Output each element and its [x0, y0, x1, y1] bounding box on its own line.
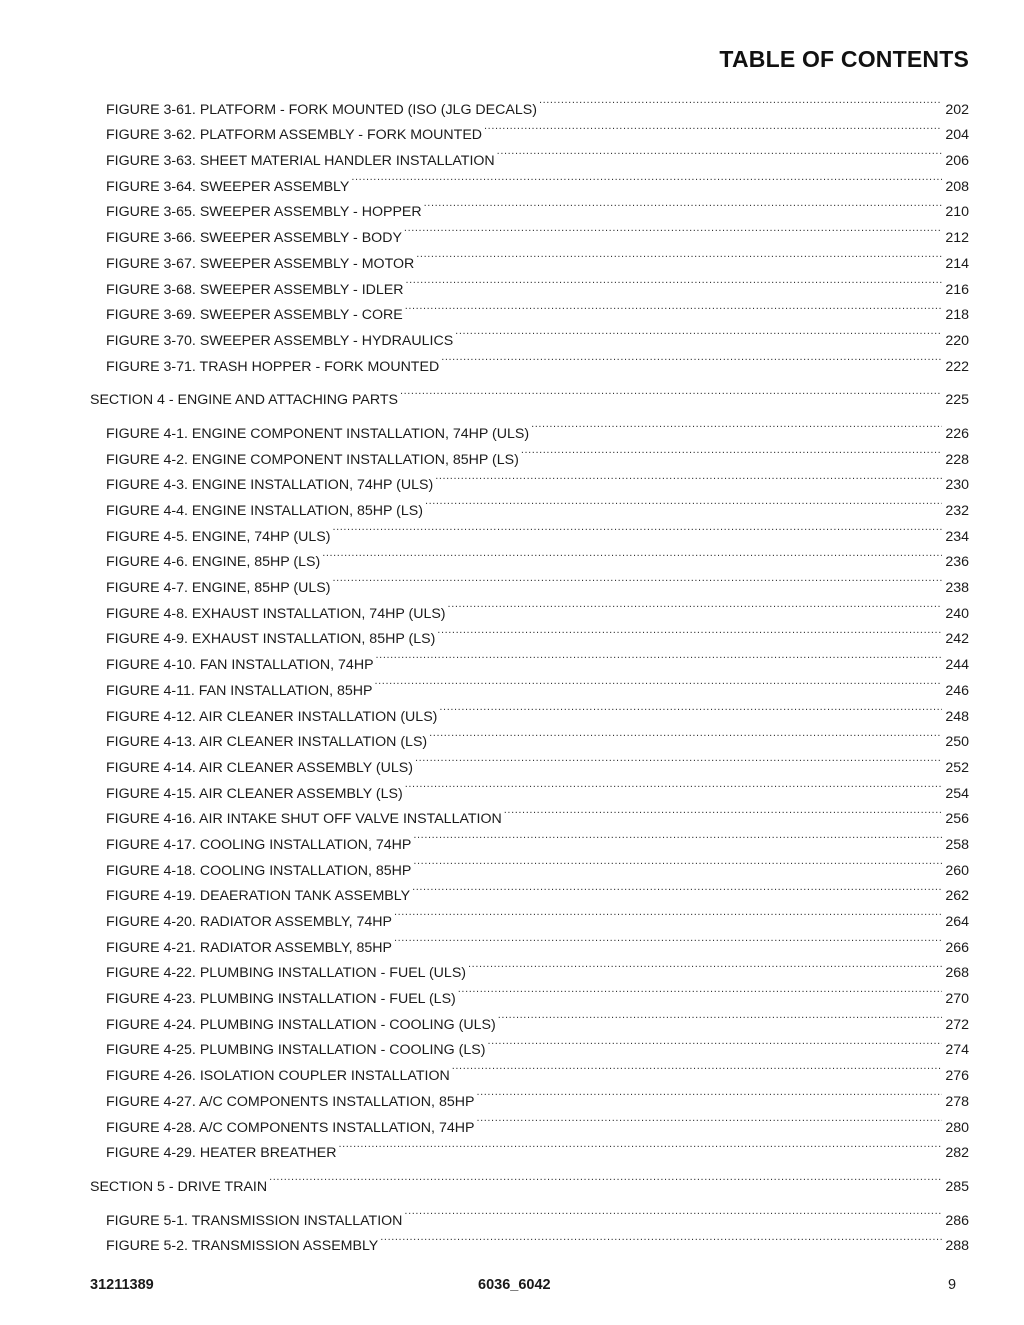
- table-of-contents: [0, 88, 1024, 1255]
- dot-leader: [351, 165, 942, 191]
- toc-entry-label: FIGURE 3-67. SWEEPER ASSEMBLY - MOTOR: [106, 255, 415, 272]
- toc-section-4[interactable]: [90, 379, 969, 409]
- toc-entry-page: 226: [945, 425, 969, 442]
- toc-entry-page: 285: [945, 1178, 969, 1195]
- dot-leader: [484, 114, 942, 140]
- toc-entry[interactable]: [106, 1003, 969, 1033]
- toc-entry[interactable]: [106, 139, 969, 170]
- toc-entry-label: FIGURE 3-71. TRASH HOPPER - FORK MOUNTED: [106, 358, 440, 375]
- toc-entry[interactable]: [106, 165, 969, 195]
- dot-leader: [468, 952, 942, 978]
- dot-leader: [404, 1199, 942, 1225]
- toc-entry-label: FIGURE 3-69. SWEEPER ASSEMBLY - CORE: [106, 307, 403, 324]
- dot-leader: [413, 823, 942, 849]
- dot-leader: [429, 721, 942, 747]
- toc-entry-page: 246: [945, 682, 969, 699]
- toc-entry-label: FIGURE 4-25. PLUMBING INSTALLATION - COOLING (LS): [106, 1042, 486, 1059]
- toc-entry-label: FIGURE 4-20. RADIATOR ASSEMBLY, 74HP: [106, 914, 392, 930]
- toc-entry[interactable]: [106, 114, 969, 144]
- toc-entry-page: 254: [945, 785, 969, 802]
- toc-entry-label: FIGURE 4-11. FAN INSTALLATION, 85HP: [106, 682, 373, 699]
- dot-leader: [425, 489, 942, 515]
- toc-entry[interactable]: [106, 489, 969, 519]
- dot-leader: [269, 1165, 942, 1191]
- dot-leader: [521, 438, 942, 464]
- toc-entry-label: SECTION 4 - ENGINE AND ATTACHING PARTS: [90, 392, 398, 409]
- toc-entry-label: FIGURE 5-1. TRANSMISSION INSTALLATION: [106, 1212, 403, 1229]
- toc-entry[interactable]: [106, 319, 969, 349]
- page-title: TABLE OF CONTENTS: [719, 46, 969, 72]
- toc-entry-label: FIGURE 4-18. COOLING INSTALLATION, 85HP: [106, 862, 412, 879]
- toc-entry-page: 216: [945, 281, 969, 298]
- toc-entry[interactable]: [106, 345, 969, 375]
- toc-entry-label: SECTION 5 - DRIVE TRAIN: [90, 1178, 268, 1195]
- toc-group-section-3-figures: [0, 88, 1024, 375]
- toc-entry-page: 208: [945, 178, 969, 195]
- toc-entry[interactable]: [106, 952, 969, 982]
- dot-leader: [374, 669, 942, 695]
- toc-entry[interactable]: [106, 464, 969, 494]
- toc-entry-page: 236: [945, 554, 969, 571]
- toc-entry[interactable]: [106, 798, 969, 828]
- toc-entry[interactable]: [106, 977, 969, 1008]
- toc-entry-page: 206: [945, 153, 969, 170]
- toc-entry-page: 210: [945, 204, 969, 221]
- toc-entry-label: FIGURE 4-7. ENGINE, 85HP (ULS): [106, 580, 331, 597]
- dot-leader: [441, 345, 942, 371]
- toc-entry-page: 230: [945, 477, 969, 494]
- toc-entry[interactable]: [106, 1080, 969, 1110]
- toc-entry-label: FIGURE 4-27. A/C COMPONENTS INSTALLATION, 85HP: [106, 1093, 475, 1110]
- toc-entry[interactable]: [106, 618, 969, 648]
- toc-entry-page: 278: [945, 1093, 969, 1110]
- toc-entry-page: 218: [945, 307, 969, 324]
- toc-entry-label: FIGURE 4-12. AIR CLEANER INSTALLATION (ULS): [106, 708, 438, 725]
- footer-page-number: 9: [948, 1277, 957, 1293]
- dot-leader: [376, 643, 943, 669]
- toc-group-section-4-figures: [0, 412, 1024, 1162]
- toc-entry-page: 280: [945, 1119, 969, 1136]
- toc-entry-page: 244: [945, 657, 969, 674]
- toc-entry-label: FIGURE 4-17. COOLING INSTALLATION, 74HP: [106, 836, 412, 853]
- toc-entry-label: FIGURE 4-4. ENGINE INSTALLATION, 85HP (LS): [106, 503, 423, 519]
- dot-leader: [539, 88, 942, 114]
- dot-leader: [458, 977, 943, 1003]
- toc-entry[interactable]: [106, 191, 969, 221]
- dot-leader: [424, 191, 943, 217]
- dot-leader: [416, 242, 942, 268]
- toc-group-section-5-figures: [0, 1199, 1024, 1255]
- dot-leader: [435, 464, 942, 490]
- toc-entry-label: FIGURE 4-26. ISOLATION COUPLER INSTALLATION: [106, 1068, 450, 1085]
- dot-leader: [405, 294, 943, 320]
- dot-leader: [332, 566, 942, 592]
- dot-leader: [322, 541, 942, 567]
- dot-leader: [404, 216, 942, 242]
- toc-entry[interactable]: [106, 1132, 969, 1162]
- toc-entry[interactable]: [106, 746, 969, 776]
- dot-leader: [455, 319, 942, 345]
- toc-entry[interactable]: [106, 1106, 969, 1136]
- toc-entry-page: 262: [945, 888, 969, 905]
- toc-entry-page: 264: [945, 914, 969, 930]
- toc-entry-page: 258: [945, 836, 969, 853]
- toc-entry-label: FIGURE 4-2. ENGINE COMPONENT INSTALLATION, 85HP (LS): [106, 451, 519, 468]
- dot-leader: [439, 695, 942, 721]
- toc-entry-label: FIGURE 4-16. AIR INTAKE SHUT OFF VALVE INSTALLATION: [106, 811, 502, 828]
- toc-entry-label: FIGURE 3-68. SWEEPER ASSEMBLY - IDLER: [106, 281, 404, 298]
- toc-entry-page: 266: [945, 939, 969, 956]
- toc-entry[interactable]: [106, 875, 969, 905]
- toc-entry-page: 256: [945, 811, 969, 828]
- dot-leader: [476, 1106, 942, 1132]
- toc-entry-page: 225: [945, 392, 969, 409]
- toc-entry-label: FIGURE 4-5. ENGINE, 74HP (ULS): [106, 528, 331, 545]
- toc-entry-page: 228: [945, 451, 969, 468]
- dot-leader: [412, 875, 942, 901]
- toc-entry-label: FIGURE 4-23. PLUMBING INSTALLATION - FUEL (LS): [106, 991, 456, 1008]
- toc-entry-label: FIGURE 3-63. SHEET MATERIAL HANDLER INSTALLATION: [106, 153, 495, 170]
- dot-leader: [437, 618, 942, 644]
- toc-entry[interactable]: [106, 294, 969, 324]
- toc-entry-page: 242: [945, 631, 969, 648]
- toc-entry[interactable]: [106, 823, 969, 853]
- toc-entry-label: FIGURE 4-9. EXHAUST INSTALLATION, 85HP (LS): [106, 631, 436, 648]
- toc-entry[interactable]: [106, 242, 969, 272]
- toc-entry[interactable]: [106, 1199, 969, 1229]
- dot-leader: [413, 849, 942, 875]
- toc-entry-page: 268: [945, 965, 969, 982]
- dot-leader: [338, 1132, 942, 1158]
- dot-leader: [476, 1080, 942, 1106]
- toc-entry[interactable]: [106, 268, 969, 298]
- toc-entry-page: 238: [945, 580, 969, 597]
- toc-entry[interactable]: [106, 926, 969, 956]
- toc-entry-label: FIGURE 3-66. SWEEPER ASSEMBLY - BODY: [106, 230, 402, 247]
- toc-entry-label: FIGURE 4-24. PLUMBING INSTALLATION - COOLING (ULS): [106, 1016, 496, 1033]
- toc-entry-label: FIGURE 4-21. RADIATOR ASSEMBLY, 85HP: [106, 939, 392, 956]
- toc-entry-page: 214: [945, 255, 969, 272]
- toc-entry-label: FIGURE 4-6. ENGINE, 85HP (LS): [106, 554, 321, 571]
- toc-entry-page: 212: [945, 230, 969, 247]
- toc-entry-page: 234: [945, 528, 969, 545]
- toc-entry[interactable]: [106, 1029, 969, 1059]
- toc-entry-page: 202: [945, 101, 969, 118]
- toc-entry[interactable]: [106, 1225, 969, 1255]
- toc-entry[interactable]: [106, 88, 969, 118]
- dot-leader: [415, 746, 942, 772]
- toc-entry-page: 222: [945, 358, 969, 375]
- toc-entry-page: 272: [945, 1016, 969, 1033]
- toc-entry[interactable]: [106, 695, 969, 725]
- toc-entry-label: FIGURE 4-28. A/C COMPONENTS INSTALLATION, 74HP: [106, 1119, 475, 1136]
- toc-entry-page: 250: [945, 734, 969, 751]
- dot-leader: [406, 268, 943, 294]
- toc-entry-label: FIGURE 4-8. EXHAUST INSTALLATION, 74HP (ULS): [106, 605, 446, 622]
- toc-entry[interactable]: [106, 721, 969, 751]
- toc-entry-page: 286: [945, 1212, 969, 1229]
- toc-entry[interactable]: [106, 849, 969, 879]
- dot-leader: [448, 592, 943, 618]
- dot-leader: [452, 1054, 943, 1080]
- dot-leader: [504, 798, 943, 824]
- toc-entry-label: FIGURE 3-70. SWEEPER ASSEMBLY - HYDRAULICS: [106, 332, 454, 349]
- toc-entry-page: 270: [945, 991, 969, 1008]
- dot-leader: [405, 772, 943, 798]
- toc-entry-label: FIGURE 4-22. PLUMBING INSTALLATION - FUEL (ULS): [106, 965, 467, 982]
- toc-entry-label: FIGURE 4-15. AIR CLEANER ASSEMBLY (LS): [106, 785, 403, 802]
- dot-leader: [531, 412, 942, 438]
- footer-document-number: 31211389: [90, 1277, 154, 1293]
- toc-entry-label: FIGURE 4-3. ENGINE INSTALLATION, 74HP (ULS): [106, 477, 434, 494]
- toc-entry-label: FIGURE 5-2. TRANSMISSION ASSEMBLY: [106, 1238, 379, 1255]
- toc-entry[interactable]: [106, 515, 969, 545]
- toc-entry[interactable]: [106, 592, 969, 622]
- toc-entry-label: FIGURE 4-1. ENGINE COMPONENT INSTALLATION, 74HP (ULS): [106, 425, 530, 442]
- toc-entry-label: FIGURE 3-61. PLATFORM - FORK MOUNTED (ISO (JLG DECALS): [106, 101, 537, 118]
- dot-leader: [394, 900, 942, 926]
- toc-entry[interactable]: [106, 643, 969, 674]
- toc-entry[interactable]: [106, 541, 969, 571]
- dot-leader: [332, 515, 942, 541]
- toc-entry-page: 288: [945, 1238, 969, 1255]
- toc-entry-page: 248: [945, 708, 969, 725]
- dot-leader: [380, 1225, 942, 1251]
- toc-entry-page: 240: [945, 605, 969, 622]
- toc-entry-label: FIGURE 4-14. AIR CLEANER ASSEMBLY (ULS): [106, 759, 413, 776]
- toc-entry-label: FIGURE 4-10. FAN INSTALLATION, 74HP: [106, 657, 374, 674]
- toc-entry-page: 260: [945, 862, 969, 879]
- toc-entry-page: 220: [945, 332, 969, 349]
- toc-entry-label: FIGURE 4-19. DEAERATION TANK ASSEMBLY: [106, 888, 411, 905]
- footer-model: 6036_6042: [478, 1277, 551, 1293]
- toc-entry-page: 274: [945, 1042, 969, 1059]
- toc-entry-label: FIGURE 3-62. PLATFORM ASSEMBLY - FORK MOUNTED: [106, 127, 483, 144]
- toc-entry[interactable]: [106, 1054, 969, 1085]
- toc-entry-page: 232: [945, 503, 969, 519]
- toc-entry-label: FIGURE 3-65. SWEEPER ASSEMBLY - HOPPER: [106, 204, 422, 221]
- toc-entry-label: FIGURE 4-29. HEATER BREATHER: [106, 1145, 337, 1162]
- dot-leader: [497, 139, 943, 165]
- toc-entry[interactable]: [106, 216, 969, 247]
- toc-entry[interactable]: [106, 669, 969, 699]
- toc-entry-label: FIGURE 3-64. SWEEPER ASSEMBLY: [106, 178, 350, 195]
- toc-entry[interactable]: [106, 566, 969, 597]
- toc-entry-page: 204: [945, 127, 969, 144]
- toc-entry-page: 252: [945, 759, 969, 776]
- toc-entry[interactable]: [106, 438, 969, 468]
- toc-section-5[interactable]: [90, 1165, 969, 1195]
- dot-leader: [498, 1003, 943, 1029]
- dot-leader: [394, 926, 942, 952]
- toc-entry-page: 282: [945, 1145, 969, 1162]
- dot-leader: [400, 379, 942, 405]
- toc-entry-label: FIGURE 4-13. AIR CLEANER INSTALLATION (LS): [106, 734, 428, 751]
- toc-entry[interactable]: [106, 412, 969, 442]
- toc-entry[interactable]: [106, 900, 969, 930]
- dot-leader: [487, 1029, 942, 1055]
- toc-entry-page: 276: [945, 1068, 969, 1085]
- toc-entry[interactable]: [106, 772, 969, 802]
